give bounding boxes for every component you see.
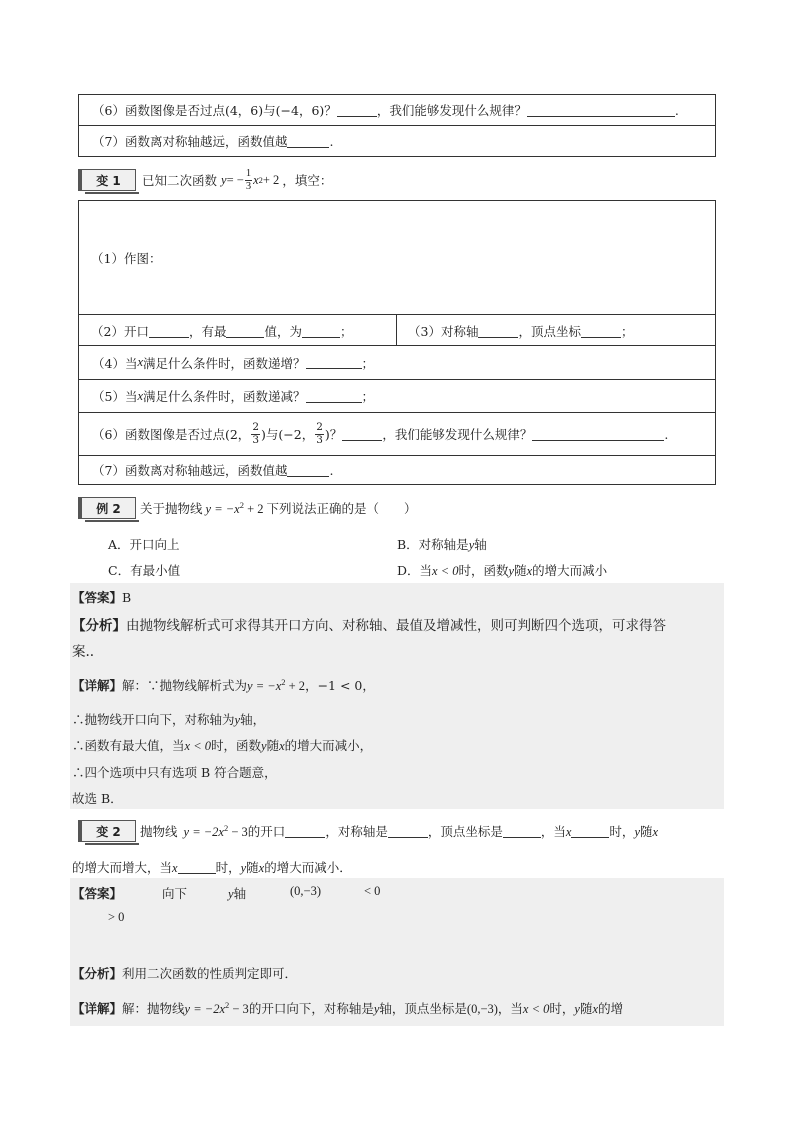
q6-q: ？ — [324, 103, 337, 118]
li2-option-c[interactable]: C．有最小值 — [108, 563, 181, 578]
bian1-row-q4: （4）当 x 满足什么条件时，函数递增？ ； — [78, 345, 716, 380]
bian1-row-q6: （6）函数图像是否过点 (2， $\frac{2}{3}$ ) 与 (−2， $\frac{2}{3}$ ) ？ ，我们能够发现什么规律？ . — [78, 412, 716, 456]
bian1-row-q7: （7）函数离对称轴越远，函数值越 . — [78, 455, 716, 485]
li2-option-b[interactable]: B．对称轴是y轴 — [397, 537, 487, 552]
q6-frac-1: $\frac{2}{3}$ — [252, 421, 259, 446]
q6-mid: ，我们能够发现什么规律？ — [376, 103, 527, 118]
bian2-analysis: 【分析】利用二次函数的性质判定即可． — [72, 966, 298, 981]
q2-blank-1[interactable] — [149, 325, 189, 338]
bian1-divider — [396, 314, 397, 346]
bian2-blank-5[interactable] — [178, 861, 216, 874]
bian1-q6-blank-1[interactable] — [342, 428, 382, 441]
bian1-q3: （3）对称轴 ，顶点坐标 ； — [408, 324, 634, 339]
q6-blank-1[interactable] — [337, 104, 377, 117]
q7-end: . — [329, 133, 334, 149]
li2-answer: 【答案】B — [72, 590, 132, 605]
q6-with: 与 — [263, 103, 276, 118]
li2-detail-5: 故选 B． — [72, 791, 123, 806]
bian2-blank-4[interactable] — [571, 825, 609, 838]
bian1-tag: 变 1 — [78, 169, 136, 191]
li2-detail-4: ∴四个选项中只有选项 B 符合题意， — [72, 765, 277, 780]
q6-point1: (4，6) — [224, 103, 264, 118]
li2-analysis-1: 【分析】由抛物线解析式可求得其开口方向、对称轴、最值及增减性，则可判断四个选项，可求得答 — [72, 618, 666, 634]
bian1-q6-blank-2[interactable] — [532, 428, 664, 441]
li2-detail-2: ∴抛物线开口向下，对称轴为y轴， — [72, 712, 266, 727]
bian2-tag: 变 2 — [78, 820, 136, 842]
li2-detail-1: 【详解】解：∵抛物线解析式为$y = -x^2 + 2$，−1 < 0， — [72, 676, 375, 693]
q2-blank-2[interactable] — [226, 325, 264, 338]
q2-blank-3[interactable] — [302, 325, 340, 338]
bian1-row-q5: （5）当 x 满足什么条件时，函数递减？ ； — [78, 379, 716, 413]
q6-point2: (−4，6) — [275, 103, 325, 118]
q3-blank-2[interactable] — [581, 325, 621, 338]
q3-blank-1[interactable] — [478, 325, 518, 338]
bian1-intro: 已知二次函数 y = − $\frac{1}{3}$ x 2 + 2 ，填空： — [142, 168, 333, 192]
bian2-blank-3[interactable] — [503, 825, 541, 838]
bian2-answer-2: y轴 — [228, 886, 247, 901]
q6-blank-2[interactable] — [527, 104, 675, 117]
li2-detail-3: ∴函数有最大值，当x < 0时，函数y随x的增大而减小， — [72, 738, 373, 753]
li2-analysis-2: 案.. — [72, 644, 95, 660]
li2-tag: 例 2 — [78, 497, 136, 519]
q5-blank[interactable] — [306, 390, 362, 403]
q6-end: . — [674, 102, 679, 118]
bian2-blank-2[interactable] — [388, 825, 428, 838]
q7-text: （7）函数离对称轴越远，函数值越 — [92, 134, 288, 149]
q6-text: （6）函数图像是否过点 — [92, 103, 225, 118]
bian2-answer-5: > 0 — [108, 910, 125, 924]
bian1-q1: （1）作图： — [91, 251, 162, 266]
bian1-graph-box — [78, 200, 716, 315]
bian2-detail: 【详解】解：抛物线$y = -2x^2 - 3$的开口向下，对称轴是y轴，顶点坐标是(0,−3)，当x < 0时，y随x的增 — [72, 999, 624, 1016]
top-row-q6 — [78, 94, 716, 126]
bian2-answer-1: 向下 — [162, 886, 188, 901]
bian1-fraction: $\frac{1}{3}$ — [245, 168, 252, 192]
q4-blank[interactable] — [306, 356, 362, 369]
bian1-q2: （2）开口 ，有最 值，为 ； — [91, 324, 353, 339]
bian2-answer-3: (0,−3) — [290, 884, 321, 898]
bian2-answer-label: 【答案】 — [72, 886, 123, 901]
top-row-q7 — [78, 125, 716, 157]
q6-frac-2: $\frac{2}{3}$ — [316, 421, 323, 446]
bian2-answer-4: < 0 — [364, 884, 381, 898]
li2-option-a[interactable]: A．开口向上 — [108, 537, 180, 552]
bian2-blank-1[interactable] — [285, 825, 325, 838]
bian2-line-1: 抛物线 $y = -2x^2 - 3$的开口 ，对称轴是 ，顶点坐标是 ，当x 时，y随x — [140, 822, 659, 839]
bian2-line-2: 的增大而增大，当x 时，y随x的增大而减小． — [72, 860, 352, 875]
li2-question: 关于抛物线 $y = -x^2 + 2$ 下列说法正确的是（ ） — [140, 499, 417, 516]
q7-blank[interactable] — [287, 135, 329, 148]
bian1-q7-blank[interactable] — [287, 464, 329, 477]
li2-option-d[interactable]: D．当x < 0时，函数y随x的增大而减小 — [397, 563, 608, 578]
